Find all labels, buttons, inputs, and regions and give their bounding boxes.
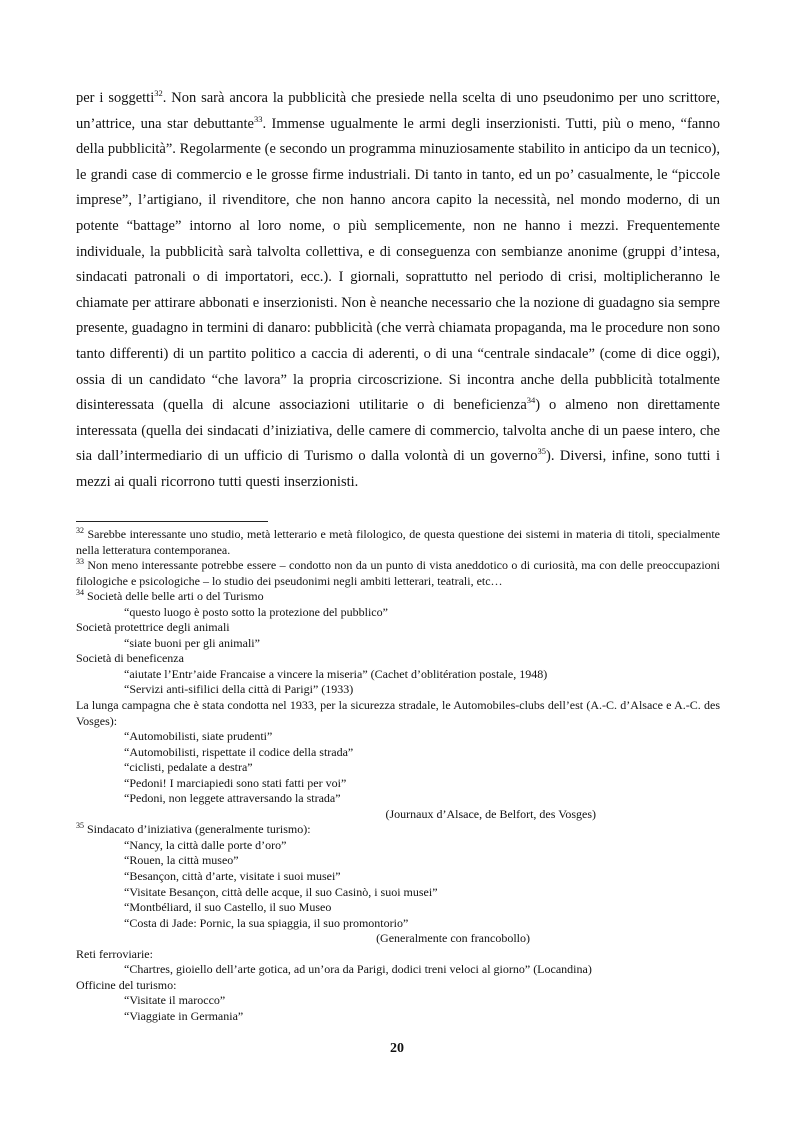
footnote-35: [76, 822, 720, 838]
slogan-line: “Costa di Jade: Pornic, la sua spiaggia, il suo promontorio”: [124, 915, 409, 930]
slogan-line: “Chartres, gioiello dell’arte gotica, ad un’ora da Parigi, dodici treni veloci al giorno” (Locandina): [124, 962, 592, 977]
category-line: Società di beneficenza: [76, 651, 184, 666]
main-paragraph: [76, 86, 720, 496]
footnote-separator: [76, 521, 268, 522]
category-line: Società protettrice degli animali: [76, 620, 230, 635]
category-line: Reti ferroviarie:: [76, 946, 153, 961]
footnote-text: Sindacato d’iniziativa (generalmente turismo):: [84, 822, 311, 837]
paragraph-text: [76, 86, 720, 496]
footnote-number: 34: [76, 588, 84, 598]
footnote-text: Società delle belle arti o del Turismo: [84, 589, 264, 604]
slogan-line: “ciclisti, pedalate a destra”: [124, 760, 253, 775]
slogan-line: “siate buoni per gli animali”: [124, 635, 260, 650]
text-run: ). Diversi, infine, sono tutti i mezzi ai quali ricorrono tutti questi inserzionisti.: [76, 448, 720, 490]
footnote-ref-34[interactable]: 34: [526, 395, 536, 406]
slogan-line: “Viaggiate in Germania”: [124, 1008, 244, 1023]
footnote-text: Non meno interessante potrebbe essere – condotto non da un punto di vista aneddotico o di curiosità, ma con delle preoccupazioni filologiche e psicologiche – lo studio dei pseudonimi negli ambiti letterari, teatrali, etc…: [76, 558, 720, 588]
slogan-line: “aiutate l’Entr’aide Francaise a vincere la miseria” (Cachet d’oblitération postale, 1948): [124, 666, 548, 681]
slogan-line: “Visitate Besançon, città delle acque, il suo Casinò, i suoi musei”: [124, 884, 438, 899]
footnote-33: [76, 558, 720, 589]
category-line: Officine del turismo:: [76, 977, 177, 992]
text-run: per i soggetti: [76, 90, 155, 106]
footnote-number: 32: [76, 526, 84, 535]
footnote-34: [76, 589, 720, 605]
slogan-line: “Visitate il marocco”: [124, 993, 226, 1008]
page-number: 20: [390, 1041, 404, 1056]
text-run: ) o almeno non direttamente interessata (quella dei sindacati d’iniziativa, delle camere di commercio, talvolta anche di un paese intero, che sia dall’intermediario di un ufficio di Turismo o dalla volontà di un governo: [76, 397, 720, 465]
slogan-line: “Pedoni, non leggete attraversando la strada”: [124, 791, 341, 806]
slogan-line: “Rouen, la città museo”: [124, 853, 239, 868]
text-run: . Immense ugualmente le armi degli inserzionisti. Tutti, più o meno, “fanno della pubblicità”. Regolarmente (e secondo un programma minuziosamente stabilito in anticipo da un tecnico), le grandi case di commercio e le grosse firme industriali. Di tanto in tanto, ed un po’ casualmente, le “piccole imprese”, l’artigiano, il rivenditore, che non hanno ancora capito la necessità, nel mondo moderno, di un potente “battage” intorno al loro nome, o più semplicemente, non ne hanno i mezzi. Frequentemente individuale, la pubblicità sarà talvolta collettiva, e di conseguenza con sembianze anonime (gruppi d’intesa, sindacati patronali o di importatori, ecc.). I giornali, soprattutto nel periodo di crisi, moltiplicheranno le chiamate per attirare abbonati e inserzionisti. Non è neanche necessario che la nozione di guadagno sia sempre presente, guadagno in termini di danaro: pubblicità (che verrà chiamata propaganda, ma le procedure non sono tanto differenti) di un partito politico a caccia di aderenti, o di una “centrale sindacale” (come di dice oggi), ossia di un candidato “che lavora” la propria circoscrizione. Si incontra anche della pubblicità totalmente disinteressata (quella di alcune associazioni utilitarie o di beneficienza: [76, 115, 720, 414]
slogan-line: “Servizi anti-sifilici della città di Parigi” (1933): [124, 682, 354, 697]
slogan-line: “Nancy, la città dalle porte d’oro”: [124, 837, 287, 852]
footnote-number: 35: [76, 821, 84, 831]
slogan-line: “Besançon, città d’arte, visitate i suoi musei”: [124, 869, 341, 884]
footnote-32: [76, 527, 720, 558]
slogan-line: “Montbéliard, il suo Castello, il suo Museo: [124, 900, 332, 915]
footnote-ref-33[interactable]: 33: [253, 113, 263, 124]
category-line: La lunga campagna che è stata condotta nel 1933, per la sicurezza stradale, le Automobiles-clubs dell’est (A.-C. d’Alsace e A.-C. des Vosges):: [76, 698, 720, 728]
source-line: (Journaux d’Alsace, de Belfort, des Vosges): [385, 806, 596, 821]
source-line: (Generalmente con francobollo): [376, 931, 530, 946]
footnote-ref-35[interactable]: 35: [537, 446, 547, 457]
slogan-line: “Automobilisti, rispettate il codice della strada”: [124, 744, 354, 759]
text-run: . Non sarà ancora la pubblicità che presiede nella scelta di uno pseudonimo per uno scrittore, un’attrice, una star debuttante: [76, 90, 720, 132]
slogan-line: “questo luogo è posto sotto la protezione del pubblico”: [124, 604, 388, 619]
slogan-line: “Pedoni! I marciapiedi sono stati fatti per voi”: [124, 775, 347, 790]
footnote-ref-32[interactable]: 32: [154, 88, 163, 99]
footnote-number: 33: [76, 557, 84, 567]
slogan-line: “Automobilisti, siate prudenti”: [124, 729, 273, 744]
footnote-text: Sarebbe interessante uno studio, metà letterario e metà filologico, de questa questione dei sistemi in materia di titoli, specialmente nella letteratura contemporanea.: [76, 527, 720, 557]
footnotes-section: [76, 527, 720, 1025]
